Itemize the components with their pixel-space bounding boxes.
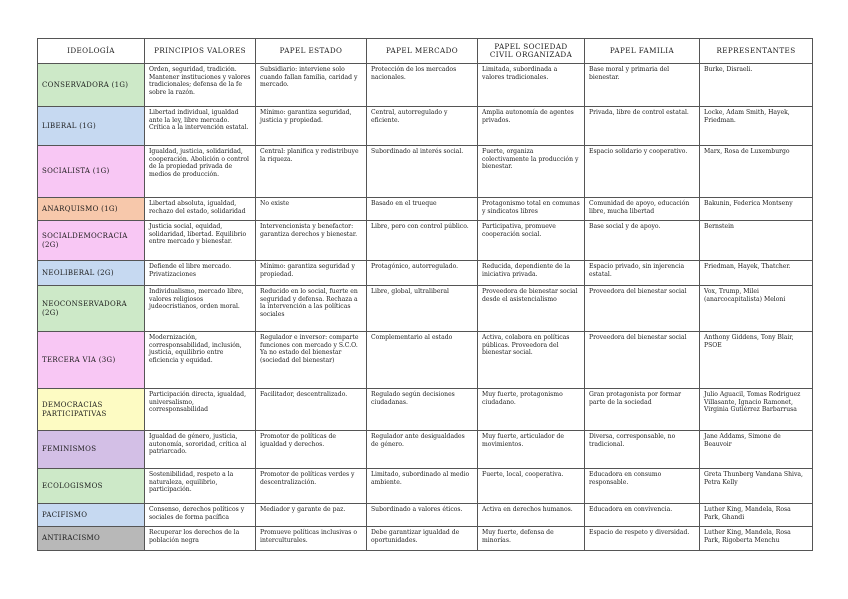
column-header: PAPEL MERCADO [367, 39, 478, 64]
representatives-cell: Vox, Trump, Milei (anarcocapitalista) Meloni [700, 286, 813, 332]
family-role-cell: Gran protagonista por formar parte de la sociedad [585, 389, 700, 431]
principles-cell: Recuperar los derechos de la población negra [145, 527, 256, 551]
family-role-cell: Diversa, corresponsable, no tradicional. [585, 431, 700, 469]
representatives-cell: Locke, Adam Smith, Hayek, Friedman. [700, 107, 813, 146]
market-role-cell: Regulado según decisiones ciudadanas. [367, 389, 478, 431]
family-role-cell: Espacio de respeto y diversidad. [585, 527, 700, 551]
ideology-name-cell: TERCERA VIA (3G) [38, 332, 145, 389]
representatives-cell: Greta Thunberg Vandana Shiva, Petra Kelly [700, 469, 813, 504]
ideology-name-cell: FEMINISMOS [38, 431, 145, 469]
state-role-cell: Central: planifica y redistribuye la riqueza. [256, 146, 367, 198]
market-role-cell: Libre, pero con control público. [367, 221, 478, 261]
table-row [38, 286, 813, 332]
principles-cell: Justicia social, equidad, solidaridad, libertad. Equilibrio entre mercado y bienestar. [145, 221, 256, 261]
state-role-cell: Promueve políticas inclusivas o interculturales. [256, 527, 367, 551]
table-row [38, 332, 813, 389]
ideology-name-cell: PACIFISMO [38, 504, 145, 527]
state-role-cell: Subsidiario: interviene solo cuando fallan familia, caridad y mercado. [256, 64, 367, 107]
ideology-name-cell: CONSERVADORA (1G) [38, 64, 145, 107]
ideology-name-cell: ANARQUISMO (1G) [38, 198, 145, 221]
table-row [38, 389, 813, 431]
family-role-cell: Proveedora del bienestar social [585, 286, 700, 332]
state-role-cell: Intervencionista y benefactor: garantiza derechos y bienestar. [256, 221, 367, 261]
market-role-cell: Limitado, subordinado al medio ambiente. [367, 469, 478, 504]
ideology-name-cell: NEOCONSERVADORA (2G) [38, 286, 145, 332]
principles-cell: Libertad absoluta, igualdad, rechazo del estado, solidaridad [145, 198, 256, 221]
table-row [38, 221, 813, 261]
column-header: REPRESENTANTES [700, 39, 813, 64]
representatives-cell: Jane Addams, Simone de Beauvoir [700, 431, 813, 469]
principles-cell: Defiende el libre mercado. Privatizaciones [145, 261, 256, 286]
civil-society-role-cell: Muy fuerte, articulador de movimientos. [478, 431, 585, 469]
civil-society-role-cell: Amplia autonomía de agentes privados. [478, 107, 585, 146]
column-header: PAPEL ESTADO [256, 39, 367, 64]
representatives-cell: Julio Aguacil, Tomas Rodriguez Villasante, Ignacio Ramonet, Virginia Gutiérrez Barbarrusa [700, 389, 813, 431]
principles-cell: Sostenibilidad, respeto a la naturaleza, equilibrio, participación. [145, 469, 256, 504]
civil-society-role-cell: Fuerte, local, cooperativa. [478, 469, 585, 504]
ideology-name-cell: ANTIRACISMO [38, 527, 145, 551]
civil-society-role-cell: Participativa, promueve cooperación social. [478, 221, 585, 261]
family-role-cell: Privada, libre de control estatal. [585, 107, 700, 146]
ideology-name-cell: SOCIALDEMOCRACIA (2G) [38, 221, 145, 261]
civil-society-role-cell: Activa, colabora en políticas públicas. Proveedora del bienestar social. [478, 332, 585, 389]
ideology-name-cell: DEMOCRACIAS PARTICIPATIVAS [38, 389, 145, 431]
principles-cell: Igualdad de género, justicia, autonomía, sororidad, crítica al patriarcado. [145, 431, 256, 469]
table-row [38, 431, 813, 469]
market-role-cell: Complementario al estado [367, 332, 478, 389]
column-header: PRINCIPIOS VALORES [145, 39, 256, 64]
table-row [38, 107, 813, 146]
principles-cell: Participación directa, igualdad, universalismo, corresponsabilidad [145, 389, 256, 431]
ideology-name-cell: SOCIALISTA (1G) [38, 146, 145, 198]
table-body [38, 64, 813, 551]
civil-society-role-cell: Proveedora de bienestar social desde el asistencialismo [478, 286, 585, 332]
civil-society-role-cell: Activa en derechos humanos. [478, 504, 585, 527]
market-role-cell: Subordinado al interés social. [367, 146, 478, 198]
family-role-cell: Base moral y primaria del bienestar. [585, 64, 700, 107]
principles-cell: Libertad individual, igualdad ante la ley, libre mercado. Crítica a la intervención estatal. [145, 107, 256, 146]
family-role-cell: Comunidad de apoyo, educación libre, mucha libertad [585, 198, 700, 221]
ideology-table-page [37, 38, 813, 551]
state-role-cell: Mínimo: garantiza seguridad, justicia y propiedad. [256, 107, 367, 146]
column-header: PAPEL FAMILIA [585, 39, 700, 64]
family-role-cell: Educadora en consumo responsable. [585, 469, 700, 504]
table-row [38, 527, 813, 551]
family-role-cell: Proveedora del bienestar social [585, 332, 700, 389]
market-role-cell: Protección de los mercados nacionales. [367, 64, 478, 107]
representatives-cell: Luther King, Mandela, Rosa Park, Ghandi [700, 504, 813, 527]
state-role-cell: Mediador y garante de paz. [256, 504, 367, 527]
ideology-name-cell: NEOLIBERAL (2G) [38, 261, 145, 286]
principles-cell: Igualdad, justicia, solidaridad, cooperación. Abolición o control de la propiedad privada de medios de producción. [145, 146, 256, 198]
state-role-cell: Regulador e inversor: comparte funciones con mercado y S.C.O. Ya no estado del bienestar (sociedad del bienestar) [256, 332, 367, 389]
market-role-cell: Basado en el trueque [367, 198, 478, 221]
table-row [38, 469, 813, 504]
family-role-cell: Educadora en convivencia. [585, 504, 700, 527]
table-row [38, 198, 813, 221]
market-role-cell: Central, autorregulado y eficiente. [367, 107, 478, 146]
state-role-cell: Facilitador, descentralizado. [256, 389, 367, 431]
civil-society-role-cell: Muy fuerte, defensa de minorías. [478, 527, 585, 551]
principles-cell: Modernización, corresponsabilidad, inclusión, justicia, equilibrio entre eficiencia y equidad. [145, 332, 256, 389]
ideology-name-cell: ECOLOGISMOS [38, 469, 145, 504]
principles-cell: Individualismo, mercado libre, valores religiosos judeocristianos, orden moral. [145, 286, 256, 332]
table-row [38, 64, 813, 107]
state-role-cell: Reducido en lo social, fuerte en seguridad y defensa. Rechaza a la intervención a las políticas sociales [256, 286, 367, 332]
civil-society-role-cell: Muy fuerte, protagonismo ciudadano. [478, 389, 585, 431]
column-header: IDEOLOGÍA [38, 39, 145, 64]
family-role-cell: Base social y de apoyo. [585, 221, 700, 261]
market-role-cell: Libre, global, ultraliberal [367, 286, 478, 332]
state-role-cell: Promotor de políticas de igualdad y derechos. [256, 431, 367, 469]
principles-cell: Consenso, derechos políticos y sociales de forma pacífica [145, 504, 256, 527]
family-role-cell: Espacio privado, sin injerencia estatal. [585, 261, 700, 286]
market-role-cell: Subordinado a valores éticos. [367, 504, 478, 527]
civil-society-role-cell: Limitada, subordinada a valores tradicionales. [478, 64, 585, 107]
table-row [38, 261, 813, 286]
market-role-cell: Regulador ante desigualdades de género. [367, 431, 478, 469]
representatives-cell: Luther King, Mandela, Rosa Park, Rigoberta Menchu [700, 527, 813, 551]
representatives-cell: Bernstein [700, 221, 813, 261]
table-row [38, 146, 813, 198]
representatives-cell: Anthony Giddens, Tony Blair, PSOE [700, 332, 813, 389]
market-role-cell: Protagónico, autorregulado. [367, 261, 478, 286]
representatives-cell: Friedman, Hayek, Thatcher. [700, 261, 813, 286]
state-role-cell: Mínimo: garantiza seguridad y propiedad. [256, 261, 367, 286]
ideology-comparison-table [37, 38, 813, 551]
state-role-cell: Promotor de políticas verdes y descentralización. [256, 469, 367, 504]
representatives-cell: Bakunin, Federica Montseny [700, 198, 813, 221]
civil-society-role-cell: Protagonismo total en comunas y sindicatos libres [478, 198, 585, 221]
ideology-name-cell: LIBERAL (1G) [38, 107, 145, 146]
representatives-cell: Burke, Disraeli. [700, 64, 813, 107]
table-header-row [38, 39, 813, 64]
market-role-cell: Debe garantizar igualdad de oportunidades. [367, 527, 478, 551]
state-role-cell: No existe [256, 198, 367, 221]
civil-society-role-cell: Fuerte, organiza colectivamente la producción y bienestar. [478, 146, 585, 198]
family-role-cell: Espacio solidario y cooperativo. [585, 146, 700, 198]
table-row [38, 504, 813, 527]
column-header: PAPEL SOCIEDAD CIVIL ORGANIZADA [478, 39, 585, 64]
principles-cell: Orden, seguridad, tradición. Mantener instituciones y valores tradicionales; defensa de la fe sobre la razón. [145, 64, 256, 107]
representatives-cell: Marx, Rosa de Luxemburgo [700, 146, 813, 198]
civil-society-role-cell: Reducida, dependiente de la iniciativa privada. [478, 261, 585, 286]
